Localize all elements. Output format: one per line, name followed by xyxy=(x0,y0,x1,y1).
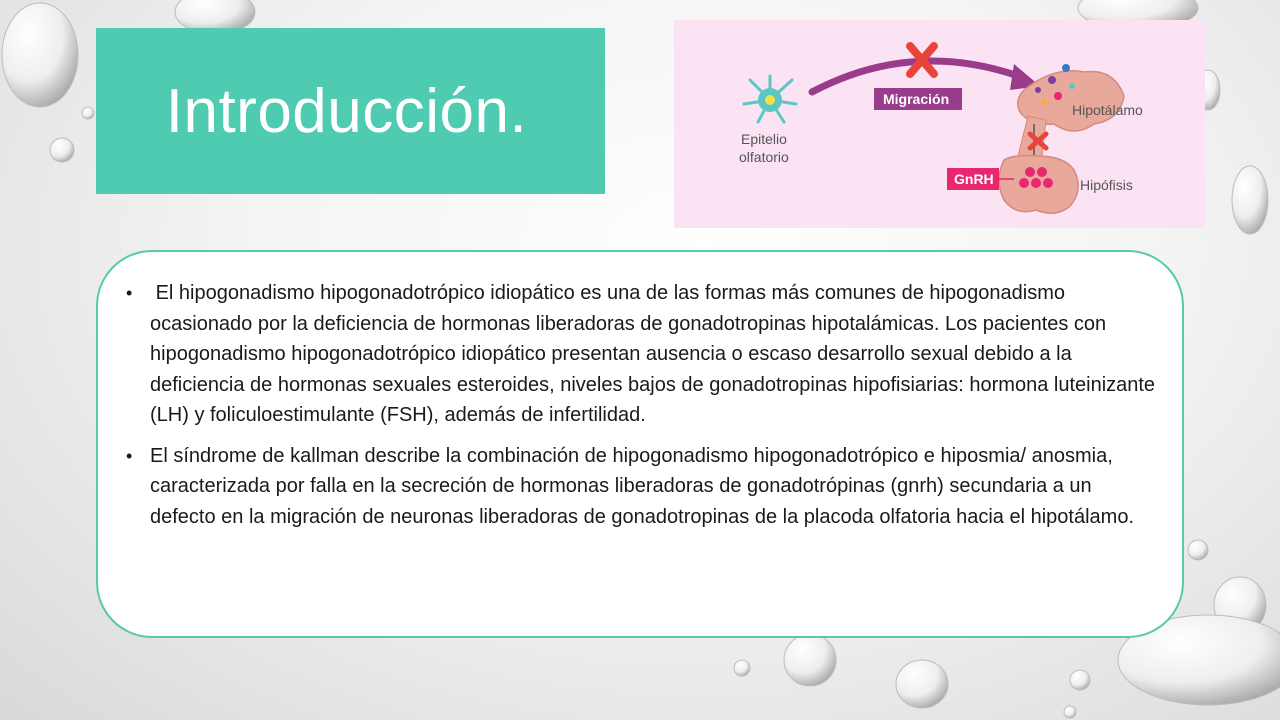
bullet-text: El síndrome de kallman describe la combinación de hipogonadismo hipogonadotrópico e hiposmia/ anosmia, caracterizada por falla en la secreción de hormonas liberadoras de gonadotrópinas (gnrh) secundaria a un defecto en la migración de neuronas liberadoras de gonadotropinas de la placoda olfatoria hacia el hipotálamo. xyxy=(150,444,1134,528)
label-migracion: Migración xyxy=(883,91,950,107)
olfactory-neuron-icon xyxy=(744,76,796,122)
list-item xyxy=(126,441,1158,533)
page-title: Introducción. xyxy=(165,76,528,146)
label-epitelio-line1: Epitelio xyxy=(741,131,787,147)
bullet-list xyxy=(126,278,1161,542)
bullet-text: El hipogonadismo hipogonadotrópico idiopático es una de las formas más comunes de hipogonadismo ocasionado por la deficiencia de hormonas liberadoras de gonadotropinas hipotalámicas. Los pacientes con hipogonadismo hipogonadotrópico idiopático presentan ausencia o escaso desarrollo sexual debido a la deficiencia de hormonas sexuales esteroides, niveles bajos de gonadotropinas hipofisiarias: hormona luteinizante (LH) y foliculoestimulante (FSH), además de infertilidad. xyxy=(150,282,1161,426)
list-item xyxy=(126,278,1161,431)
label-hipofisis: Hipófisis xyxy=(1080,177,1133,193)
bullet-icon: • xyxy=(126,283,133,303)
title-banner xyxy=(96,28,605,194)
label-hipotalamo: Hipotálamo xyxy=(1072,102,1143,118)
content-panel xyxy=(96,250,1184,638)
kallmann-migration-diagram xyxy=(674,20,1205,228)
label-gnrh: GnRH xyxy=(954,171,994,187)
label-epitelio-line2: olfatorio xyxy=(739,149,789,165)
bullet-icon: • xyxy=(126,445,133,466)
